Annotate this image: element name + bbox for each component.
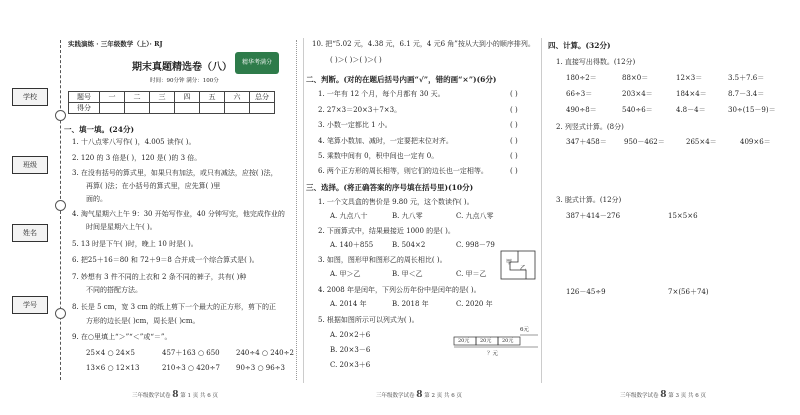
- answer-bracket[interactable]: ( ): [510, 152, 518, 160]
- oral-item: 540÷6＝: [622, 106, 653, 114]
- header-left: 实践演练 · 三年级数学（上）· RJ: [68, 40, 163, 48]
- s1-q4b: 时间是星期六上午( )。: [86, 223, 157, 231]
- answer-bracket[interactable]: ( ): [510, 106, 518, 114]
- table-cell: 四: [175, 92, 200, 103]
- choice-opt: C. 九点八零: [456, 212, 494, 220]
- choice-opt: B. 九八零: [392, 212, 423, 220]
- footer-page: 第 2 页 共 6 页: [424, 393, 463, 399]
- s1-q2: 2. 120 的 3 倍是( )，120 是( )的 3 倍。: [72, 154, 202, 162]
- footer-page2: [376, 390, 462, 400]
- choice-opt: B. 甲＜乙: [392, 270, 423, 278]
- footer-text: 三年级数学试卷: [620, 393, 659, 399]
- judge-item: 5. 乘数中间有 0，积中间也一定有 0。: [318, 152, 439, 160]
- footer-text: 三年级数学试卷: [376, 393, 415, 399]
- student-id-label: 学号: [12, 296, 48, 314]
- choice-opt: A. 2014 年: [330, 300, 367, 308]
- s4-q3: 3. 脱式计算。(12分): [556, 196, 622, 204]
- section2-title: 二、判断。(对的在题后括号内画“√”，错的画“×”)(6分): [306, 75, 497, 84]
- oral-item: 3.5＋7.6＝: [728, 74, 765, 82]
- oral-item: 490÷8＝: [566, 106, 597, 114]
- choice-opt: A. 九点八十: [330, 212, 368, 220]
- choice-q4: 4. 2008 年是闰年，下列公历年份中是闰年的是( )。: [318, 286, 481, 294]
- s1-q8b: 方形的边长是( )cm，周长是( )cm。: [86, 317, 200, 325]
- score-cell[interactable]: [250, 103, 275, 114]
- oral-item: 180÷2＝: [566, 74, 597, 82]
- footer-text: 三年级数学试卷: [132, 393, 171, 399]
- s4-q1: 1. 直接写出得数。(12分): [556, 58, 636, 66]
- table-cell: 五: [200, 92, 225, 103]
- diagram-top-label: 6元: [520, 327, 529, 333]
- table-cell: 六: [225, 92, 250, 103]
- s1-q3b: 再算( )法；在小括号的算式里，应先算( )里: [86, 182, 221, 190]
- answer-bracket[interactable]: ( ): [510, 121, 518, 129]
- section1-title: 一、填一填。(24分): [64, 125, 135, 134]
- section3-title: 三、选择。(将正确答案的序号填在括号里)(10分): [306, 183, 474, 192]
- step-item: 7×(56＋74): [668, 288, 709, 296]
- oral-item: 4.8－4＝: [676, 106, 706, 114]
- s1-q4: 4. 淘气星期六上午 9：30 开始写作业，40 分钟写完，他完成作业的: [72, 210, 285, 218]
- compare-item: 13×6 ○ 12×13: [86, 364, 140, 372]
- score-cell[interactable]: [225, 103, 250, 114]
- s1-q7b: 不同的搭配方法。: [86, 286, 142, 294]
- s1-q10-blanks: ( )＞( )＞( )＞( ): [330, 56, 382, 64]
- footer-num: 8: [172, 390, 179, 400]
- step-item: 126－45÷9: [566, 288, 606, 296]
- answer-bracket[interactable]: ( ): [510, 137, 518, 145]
- page-divider: [541, 38, 542, 383]
- stamp-badge: 精华考满分: [235, 52, 279, 74]
- compare-item: 25×4 ○ 24×5: [86, 349, 136, 357]
- choice-q5: 5. 根据如图所示可以列式为( )。: [318, 316, 419, 324]
- footer-num: 8: [416, 390, 423, 400]
- choice-opt: A. 20×2＋6: [330, 331, 371, 339]
- oral-item: 12×3＝: [676, 74, 703, 82]
- judge-item: 3. 小数一定都比 1 小。: [318, 121, 392, 129]
- s1-q1: 1. 十八点零八写作( )，4.005 读作( )。: [72, 138, 196, 146]
- choice-opt: C. 甲＝乙: [456, 270, 487, 278]
- section4-title: 四、计算。(32分): [548, 41, 611, 50]
- choice-q1: 1. 一个文具盒的售价是 9.80 元，这个数读作( )。: [318, 198, 474, 206]
- choice-opt: B. 20×3－6: [330, 346, 371, 354]
- oral-item: 30÷(15－9)＝: [728, 106, 776, 114]
- judge-item: 4. 笔算小数加、减时，一定要把末位对齐。: [318, 137, 453, 145]
- score-table: [68, 91, 275, 114]
- answer-bracket[interactable]: ( ): [510, 90, 518, 98]
- page-divider: [303, 38, 304, 383]
- oral-item: 8.7－3.4＝: [728, 90, 765, 98]
- s1-q3c: 面的。: [86, 195, 107, 203]
- vertical-item: 347＋458＝: [566, 138, 607, 146]
- footer-page1: [132, 390, 218, 400]
- diagram-cell: 20元: [502, 338, 514, 344]
- judge-item: 2. 27×3＝20×3＋7×3。: [318, 106, 402, 114]
- s1-q9: 9. 在○里填上“＞”“＜”或“＝”。: [72, 333, 172, 341]
- choice-opt: C. 20×3＋6: [330, 361, 371, 369]
- name-label: 姓名: [12, 224, 48, 242]
- vertical-item: 950－462＝: [624, 138, 665, 146]
- table-cell: 三: [150, 92, 175, 103]
- choice-q3: 3. 如图，图形甲和图形乙的周长相比( )。: [318, 256, 447, 264]
- table-row: [69, 92, 275, 103]
- school-label: 学校: [12, 88, 48, 106]
- judge-item: 6. 两个正方形的周长相等，则它们的边长也一定相等。: [318, 167, 488, 175]
- vertical-item: 265×4＝: [686, 138, 717, 146]
- footer-page: 第 3 页 共 6 页: [668, 393, 707, 399]
- s1-q8: 8. 长是 5 cm，宽 3 cm 的纸上剪下一个最大的正方形，剪下的正: [72, 303, 277, 311]
- score-cell[interactable]: [125, 103, 150, 114]
- s4-q2: 2. 列竖式计算。(8分): [556, 123, 624, 131]
- vertical-item: 409×6＝: [740, 138, 771, 146]
- score-cell[interactable]: [175, 103, 200, 114]
- table-cell: 题号: [69, 92, 100, 103]
- fold-line: [296, 40, 297, 380]
- answer-bracket[interactable]: ( ): [510, 167, 518, 175]
- oral-item: 66÷3＝: [566, 90, 593, 98]
- s1-q7: 7. 妙想有 3 件不同的上衣和 2 条不同的裤子，共有( )种: [72, 273, 247, 281]
- table-row: [69, 103, 275, 114]
- choice-opt: B. 2018 年: [392, 300, 429, 308]
- binding-hole: [55, 308, 66, 319]
- compare-item: 240÷4 ○ 240÷2: [236, 349, 294, 357]
- step-item: 15×5×6: [668, 212, 698, 220]
- figure-label-yi: 乙: [520, 265, 527, 272]
- table-cell: 总分: [250, 92, 275, 103]
- step-item: 387＋414－276: [566, 212, 621, 220]
- time-score: 时间：90分钟 满分：100分: [150, 78, 219, 84]
- oral-item: 88×0＝: [622, 74, 649, 82]
- score-cell[interactable]: [100, 103, 125, 114]
- exam-title: 期末真题精选卷（八）: [132, 62, 232, 73]
- table-cell: 得分: [69, 103, 100, 114]
- oral-item: 184×4＝: [676, 90, 707, 98]
- oral-item: 203×4＝: [622, 90, 653, 98]
- choice-opt: B. 504×2: [392, 241, 426, 249]
- compare-item: 210÷3 ○ 420÷7: [162, 364, 220, 372]
- judge-item: 1. 一年有 12 个月，每个月都有 30 天。: [318, 90, 445, 98]
- choice-opt: A. 140＋855: [330, 241, 374, 249]
- footer-num: 8: [660, 390, 667, 400]
- score-cell[interactable]: [200, 103, 225, 114]
- table-cell: 二: [125, 92, 150, 103]
- s1-q6: 6. 把25＋16＝80 和 72＋9＝8 合并成一个综合算式是( )。: [72, 256, 259, 264]
- table-cell: 一: [100, 92, 125, 103]
- class-label: 班级: [12, 156, 48, 174]
- diagram-bottom-label: ？元: [487, 351, 499, 357]
- choice-opt: C. 2020 年: [456, 300, 493, 308]
- choice-q2: 2. 下面算式中，结果最接近 1000 的是( )。: [318, 227, 455, 235]
- diagram-cell: 20元: [480, 338, 492, 344]
- binding-hole: [55, 110, 66, 121]
- compare-item: 457＋163 ○ 650: [162, 349, 220, 357]
- s1-q10: 10. 把“5.02 元，4.38 元，6.1 元，4 元6 角”按从大到小的顺序排列。: [312, 40, 535, 48]
- s1-q5: 5. 13 时是下午( )时，晚上 10 时是( )。: [72, 240, 198, 248]
- diagram-cell: 20元: [458, 338, 470, 344]
- choice-opt: C. 998－79: [456, 241, 495, 249]
- binding-strip: [0, 0, 66, 415]
- footer-page3: [620, 390, 706, 400]
- compare-item: 90÷3 ○ 96÷3: [236, 364, 286, 372]
- footer-page: 第 1 页 共 6 页: [180, 393, 219, 399]
- binding-hole: [55, 200, 66, 211]
- s1-q3: 3. 在没有括号的算式里，如果只有加法，或只有减法，应按( )法，: [72, 169, 278, 177]
- figure-label-jia: 甲: [506, 259, 513, 266]
- choice-opt: A. 甲＞乙: [330, 270, 361, 278]
- score-cell[interactable]: [150, 103, 175, 114]
